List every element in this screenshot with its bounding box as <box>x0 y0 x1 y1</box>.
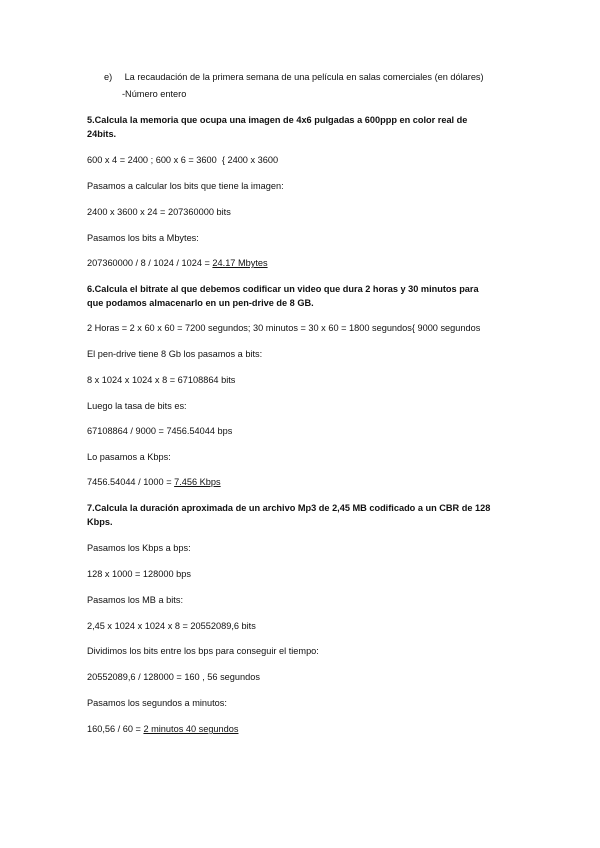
q5-result: 24.17 Mbytes <box>212 258 268 268</box>
question-7-title-line2: Kbps. <box>87 517 113 527</box>
q6-line-1: 2 Horas = 2 x 60 x 60 = 7200 segundos; 30 minutos = 30 x 60 = 1800 segundos{ 9000 segundos <box>87 323 481 333</box>
q6-line-2: El pen-drive tiene 8 Gb los pasamos a bits: <box>87 349 263 359</box>
q6-result: 7.456 Kbps <box>174 477 221 487</box>
q7-line-5: Dividimos los bits entre los bps para conseguir el tiempo: <box>87 646 319 656</box>
q7-line-8 <box>87 723 238 735</box>
question-5-title-line2: 24bits. <box>87 129 117 139</box>
q7-line-7: Pasamos los segundos a minutos: <box>87 698 227 708</box>
question-7-title-line1: 7.Calcula la duración aproximada de un archivo Mp3 de 2,45 MB codificado a un CBR de 128 <box>87 503 491 513</box>
q5-line-4: Pasamos los bits a Mbytes: <box>87 233 199 243</box>
q5-line-1: 600 x 4 = 2400 ; 600 x 6 = 3600 { 2400 x 3600 <box>87 155 279 165</box>
q6-line-3: 8 x 1024 x 1024 x 8 = 67108864 bits <box>87 375 236 385</box>
q5-line-3: 2400 x 3600 x 24 = 207360000 bits <box>87 207 231 217</box>
question-5-title-line1: 5.Calcula la memoria que ocupa una imagen de 4x6 pulgadas a 600ppp en color real de <box>87 115 468 125</box>
q7-result: 2 minutos 40 segundos <box>143 724 239 734</box>
q6-line-5: 67108864 / 9000 = 7456.54044 bps <box>87 426 233 436</box>
q7-line-1: Pasamos los Kbps a bps: <box>87 543 191 553</box>
q7-line-6: 20552089,6 / 128000 = 160 , 56 segundos <box>87 672 260 682</box>
list-item-answer: -Número entero <box>122 89 187 99</box>
q7-calculation: 160,56 / 60 = <box>87 724 144 734</box>
q6-line-7 <box>87 476 221 488</box>
list-item-e <box>104 71 484 83</box>
q7-line-4: 2,45 x 1024 x 1024 x 8 = 20552089,6 bits <box>87 621 256 631</box>
q7-line-3: Pasamos los MB a bits: <box>87 595 183 605</box>
q5-calculation: 207360000 / 8 / 1024 / 1024 = <box>87 258 213 268</box>
list-item-label: e) <box>104 72 113 82</box>
q6-calculation: 7456.54044 / 1000 = <box>87 477 175 487</box>
question-6-title-line1: 6.Calcula el bitrate al que debemos codificar un video que dura 2 horas y 30 minutos para <box>87 284 479 294</box>
q6-line-4: Luego la tasa de bits es: <box>87 401 187 411</box>
list-item-text: La recaudación de la primera semana de una película en salas comerciales (en dólares) <box>124 72 484 82</box>
q5-line-5 <box>87 257 268 269</box>
q5-line-2: Pasamos a calcular los bits que tiene la imagen: <box>87 181 284 191</box>
q7-line-2: 128 x 1000 = 128000 bps <box>87 569 191 579</box>
q6-line-6: Lo pasamos a Kbps: <box>87 452 171 462</box>
question-6-title-line2: que podamos almacenarlo en un pen-drive de 8 GB. <box>87 298 314 308</box>
